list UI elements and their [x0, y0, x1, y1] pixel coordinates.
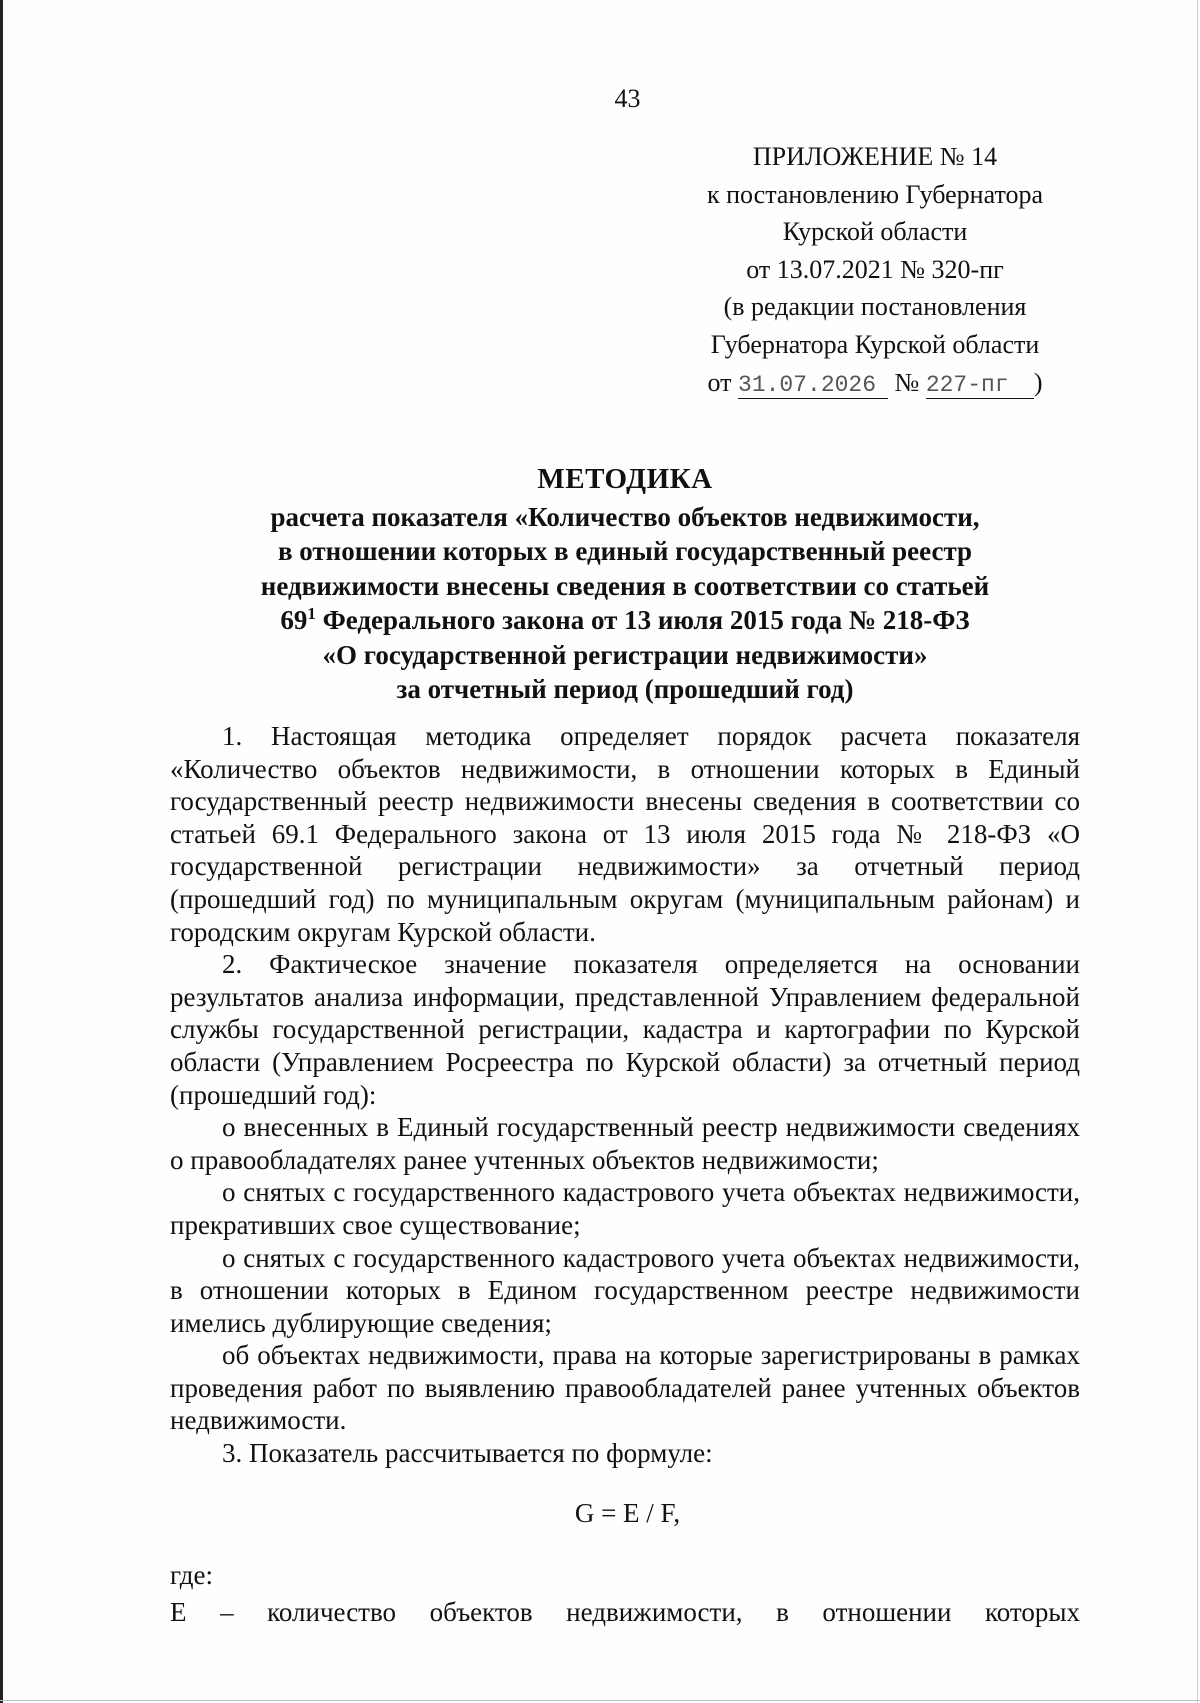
document-body — [170, 720, 1080, 1470]
amendment-line — [610, 364, 1140, 402]
amendment-number: 227-пг — [925, 371, 1009, 398]
number-sign: № — [894, 367, 920, 397]
scan-edge-left — [0, 0, 3, 1703]
title-main: МЕТОДИКА — [537, 463, 713, 495]
from-prefix: от — [707, 367, 732, 397]
appendix-header — [610, 138, 1140, 401]
scan-edge-right — [1197, 0, 1198, 1703]
paragraph: о внесенных в Единый государственный реестр недвижимости сведениях о правообладателях ранее учтенных объектов недвижимости; — [170, 1112, 1080, 1175]
title-line: $69^1$ Федерального закона от 13 июля 2015 года № 218-ФЗ — [280, 604, 970, 635]
paragraph: 3. Показатель рассчитывается по формуле: — [222, 1438, 713, 1469]
title-line: расчета показателя «Количество объектов недвижимости, — [270, 501, 980, 532]
superscript: 1 — [307, 604, 316, 623]
appendix-line: к постановлению Губернатора — [706, 179, 1044, 209]
amendment-number-field — [926, 370, 1034, 399]
definition-line: E – количество объектов недвижимости, в отношении которых — [170, 1597, 1080, 1627]
appendix-title: ПРИЛОЖЕНИЕ № 14 — [752, 142, 998, 171]
paragraph: 1. Настоящая методика определяет порядок расчета показателя «Количество объектов недвижимости, в отношении которых в Единый государственный реестр недвижимости внесены сведения в соответствии со статьей 69.1 Федерального закона от 13 июля 2015 года № 218-ФЗ «О государственной регистрации недвижимости» за отчетный период (прошедший год) по муниципальным округам (муниципальным районам) и городским округам Курской области. — [170, 721, 1080, 947]
closing-paren: ) — [1033, 367, 1043, 397]
amendment-date: 31.07.2026 — [738, 371, 877, 398]
paragraph: о снятых с государственного кадастрового учета объектах недвижимости, в отношении которых в Едином государственном реестре недвижимости имелись дублирующие сведения; — [170, 1242, 1080, 1338]
title-line: недвижимости внесены сведения в соответствии со статьей — [260, 570, 990, 601]
paragraph: 2. Фактическое значение показателя определяется на основании результатов анализа информации, представленной Управлением федеральной службы государственной регистрации, кадастра и картографии по Курской области (Управлением Росреестра по Курской области) за отчетный период (прошедший год): — [170, 949, 1080, 1110]
appendix-line: Курской области — [782, 217, 968, 247]
formula: G = E / F, — [574, 1498, 681, 1528]
where-label: где: — [170, 1560, 213, 1590]
scan-edge-bottom — [0, 1700, 1200, 1701]
document-title — [170, 462, 1080, 707]
appendix-line: Губернатора Курской области — [710, 329, 1040, 359]
appendix-line: от 13.07.2021 № 320-пг — [746, 254, 1004, 284]
title-line: в отношении которых в единый государственный реестр — [277, 536, 973, 566]
paragraph: об объектах недвижимости, права на которые зарегистрированы в рамках проведения работ по выявлению правообладателей ранее учтенных объектов недвижимости. — [170, 1340, 1080, 1436]
page-number: 43 — [614, 84, 641, 113]
title-line: «О государственной регистрации недвижимости» — [322, 639, 928, 670]
appendix-line: (в редакции постановления — [723, 292, 1027, 322]
paragraph: о снятых с государственного кадастрового учета объектах недвижимости, прекративших свое существование; — [170, 1177, 1080, 1240]
title-line: за отчетный период (прошедший год) — [396, 674, 854, 704]
amendment-date-field — [738, 370, 888, 399]
